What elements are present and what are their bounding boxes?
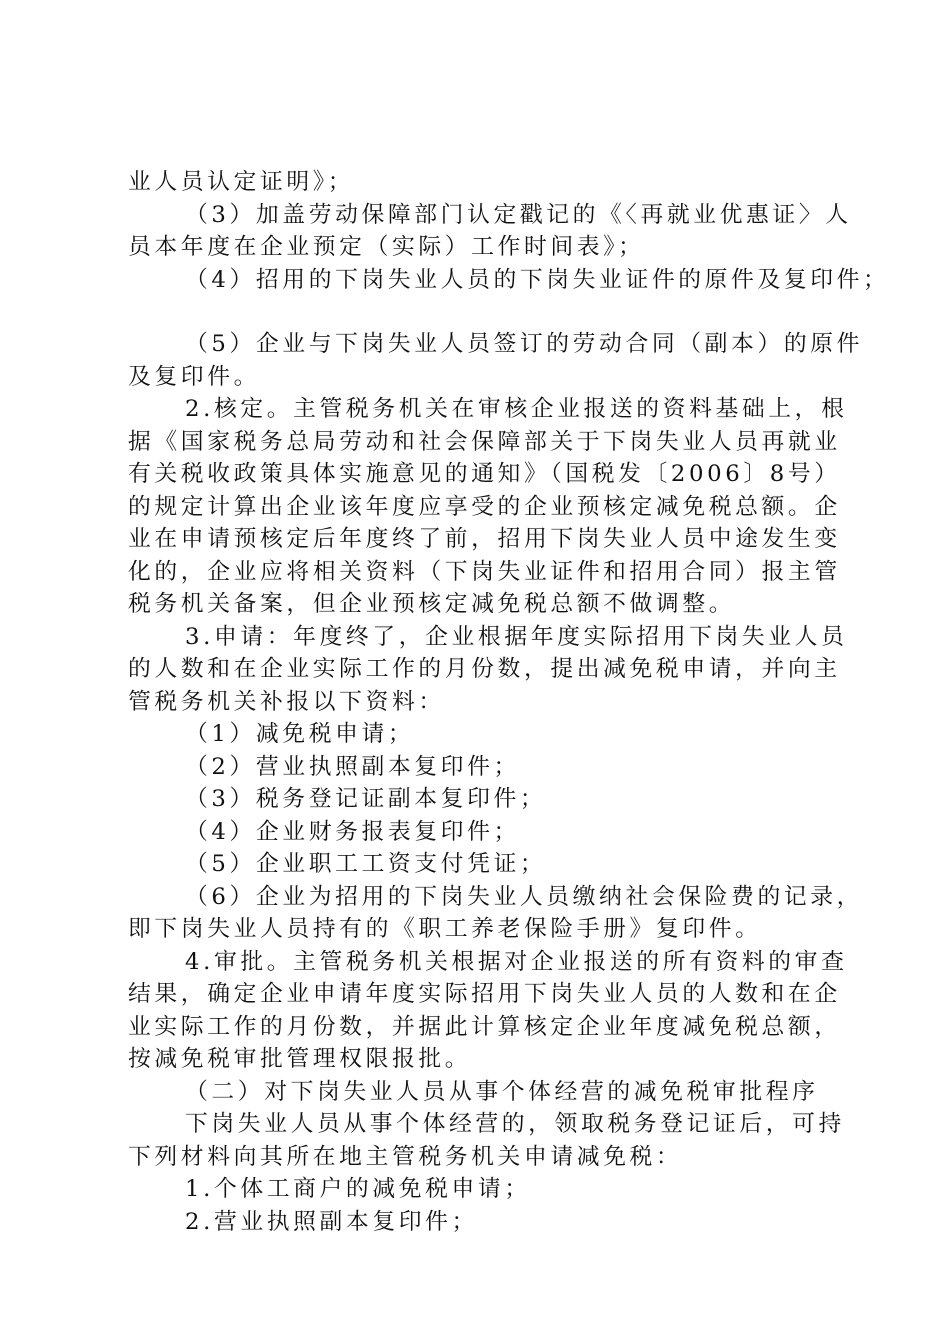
text-line: 的人数和在企业实际工作的月份数，提出减免税申请，并向主 bbox=[128, 656, 841, 682]
text-line: 的规定计算出企业该年度应享受的企业预核定减免税总额。企 bbox=[128, 493, 841, 520]
text-line: 业在申请预核定后年度终了前，招用下岗失业人员中途发生变 bbox=[128, 526, 841, 552]
text-line: 及复印件。 bbox=[128, 363, 260, 390]
text-line: （2）营业执照副本复印件； bbox=[185, 753, 520, 780]
text-line: 即下岗失业人员持有的《职工养老保险手册》复印件。 bbox=[128, 916, 762, 942]
text-line: （1）减免税申请； bbox=[185, 721, 415, 747]
text-line: （6）企业为招用的下岗失业人员缴纳社会保险费的记录， bbox=[185, 883, 864, 910]
text-line: 有关税收政策具体实施意见的通知》（国税发〔2006〕8号） bbox=[128, 461, 841, 487]
text-line: 3.申请：年度终了，企业根据年度实际招用下岗失业人员 bbox=[185, 623, 848, 650]
text-line: 4.审批。主管税务机关根据对企业报送的所有资料的审查 bbox=[185, 948, 848, 975]
text-line: 据《国家税务总局劳动和社会保障部关于下岗失业人员再就业 bbox=[128, 428, 841, 455]
blank-line bbox=[128, 296, 834, 328]
section-heading: （二）对下岗失业人员从事个体经营的减免税审批程序 bbox=[185, 1078, 819, 1105]
text-line: 业人员认定证明》； bbox=[128, 169, 355, 195]
document-body bbox=[128, 166, 890, 1238]
text-line: （3）加盖劳动保障部门认定戳记的《〈再就业优惠证〉人 bbox=[185, 201, 852, 228]
text-line: 1.个体工商户的减免税申请； bbox=[185, 1176, 531, 1202]
text-line: 下岗失业人员从事个体经营的，领取税务登记证后，可持 bbox=[185, 1111, 845, 1137]
text-line: 2.核定。主管税务机关在审核企业报送的资料基础上，根 bbox=[185, 396, 848, 422]
text-line: 化的，企业应将相关资料（下岗失业证件和招用合同）报主管 bbox=[128, 558, 841, 585]
text-line: 税务机关备案，但企业预核定减免税总额不做调整。 bbox=[128, 591, 736, 617]
text-line: （4）招用的下岗失业人员的下岗失业证件的原件及复印件； bbox=[185, 266, 890, 293]
text-line: 管税务机关补报以下资料： bbox=[128, 688, 445, 715]
text-line: （3）税务登记证副本复印件； bbox=[185, 786, 547, 812]
text-line: 按减免税审批管理权限报批。 bbox=[128, 1046, 472, 1072]
text-line: 员本年度在企业预定（实际）工作时间表》； bbox=[128, 234, 645, 260]
text-line: （5）企业与下岗失业人员签订的劳动合同（副本）的原件 bbox=[185, 331, 864, 357]
text-line: （5）企业职工工资支付凭证； bbox=[185, 851, 547, 877]
text-line: （4）企业财务报表复印件； bbox=[185, 818, 520, 845]
text-line: 结果，确定企业申请年度实际招用下岗失业人员的人数和在企 bbox=[128, 981, 841, 1007]
text-line: 下列材料向其所在地主管税务机关申请减免税： bbox=[128, 1143, 683, 1170]
text-line: 业实际工作的月份数，并据此计算核定企业年度减免税总额， bbox=[128, 1013, 841, 1040]
text-line: 2.营业执照副本复印件； bbox=[185, 1208, 478, 1235]
